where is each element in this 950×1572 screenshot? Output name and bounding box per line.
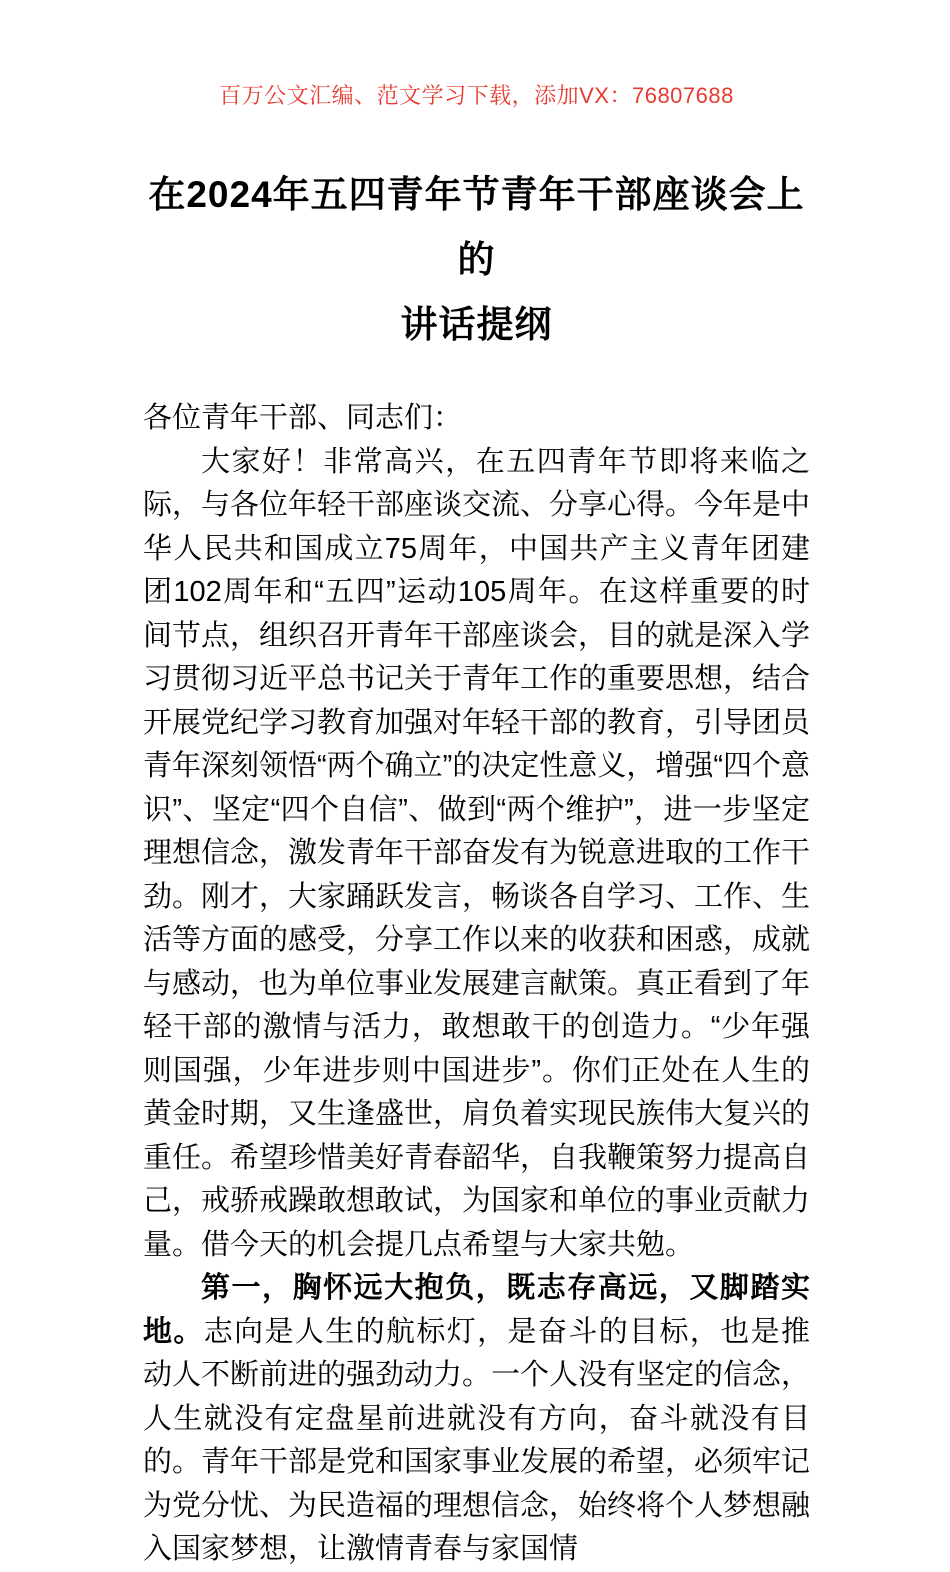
salutation: 各位青年干部、同志们： bbox=[143, 402, 463, 434]
document-title-line-1: 在2024年五四青年节青年干部座谈会上的 bbox=[148, 174, 805, 280]
document-body bbox=[143, 397, 810, 1572]
point-one-heading: 第一，胸怀远大抱负，既志存高远，又脚踏实地。 bbox=[143, 1272, 810, 1348]
watermark-notice: 百万公文汇编、范文学习下载，添加VX：76807688 bbox=[219, 83, 734, 108]
document-page bbox=[0, 82, 950, 1565]
point-one-text: 志向是人生的航标灯，是奋斗的目标，也是推动人不断前进的强劲动力。一个人没有坚定的信念，人生就没有定盘星前进就没有方向，奋斗就没有目的。青年干部是党和国家事业发展的希望，必须牢记为党分忧、为民造福的理想信念，始终将个人梦想融入国家梦想，让激情青春与家国情 bbox=[143, 1315, 811, 1565]
document-title bbox=[143, 162, 810, 357]
document-title-line-2: 讲话提纲 bbox=[400, 304, 553, 345]
point-one-paragraph bbox=[143, 1267, 810, 1572]
opening-paragraph: 大家好！非常高兴，在五四青年节即将来临之际，与各位年轻干部座谈交流、分享心得。今年是中华人民共和国成立75周年，中国共产主义青年团建团102周年和“五四”运动105周年。在这样重要的时间节点，组织召开青年干部座谈会，目的就是深入学习贯彻习近平总书记关于青年工作的重要思想，结合开展党纪学习教育加强对年轻干部的教育，引导团员青年深刻领悟“两个确立”的决定性意义，增强“四个意识”、坚定“四个自信”、做到“两个维护”，进一步坚定理想信念，激发青年干部奋发有为锐意进取的工作干劲。刚才，大家踊跃发言，畅谈各自学习、工作、生活等方面的感受，分享工作以来的收获和困惑，成就与感动，也为单位事业发展建言献策。真正看到了年轻干部的激情与活力，敢想敢干的创造力。“少年强则国强，少年进步则中国进步”。你们正处在人生的黄金时期，又生逢盛世，肩负着实现民族伟大复兴的重任。希望珍惜美好青春韶华，自我鞭策努力提高自己，戒骄戒躁敢想敢试，为国家和单位的事业贡献力量。借今天的机会提几点希望与大家共勉。 bbox=[143, 445, 811, 1261]
